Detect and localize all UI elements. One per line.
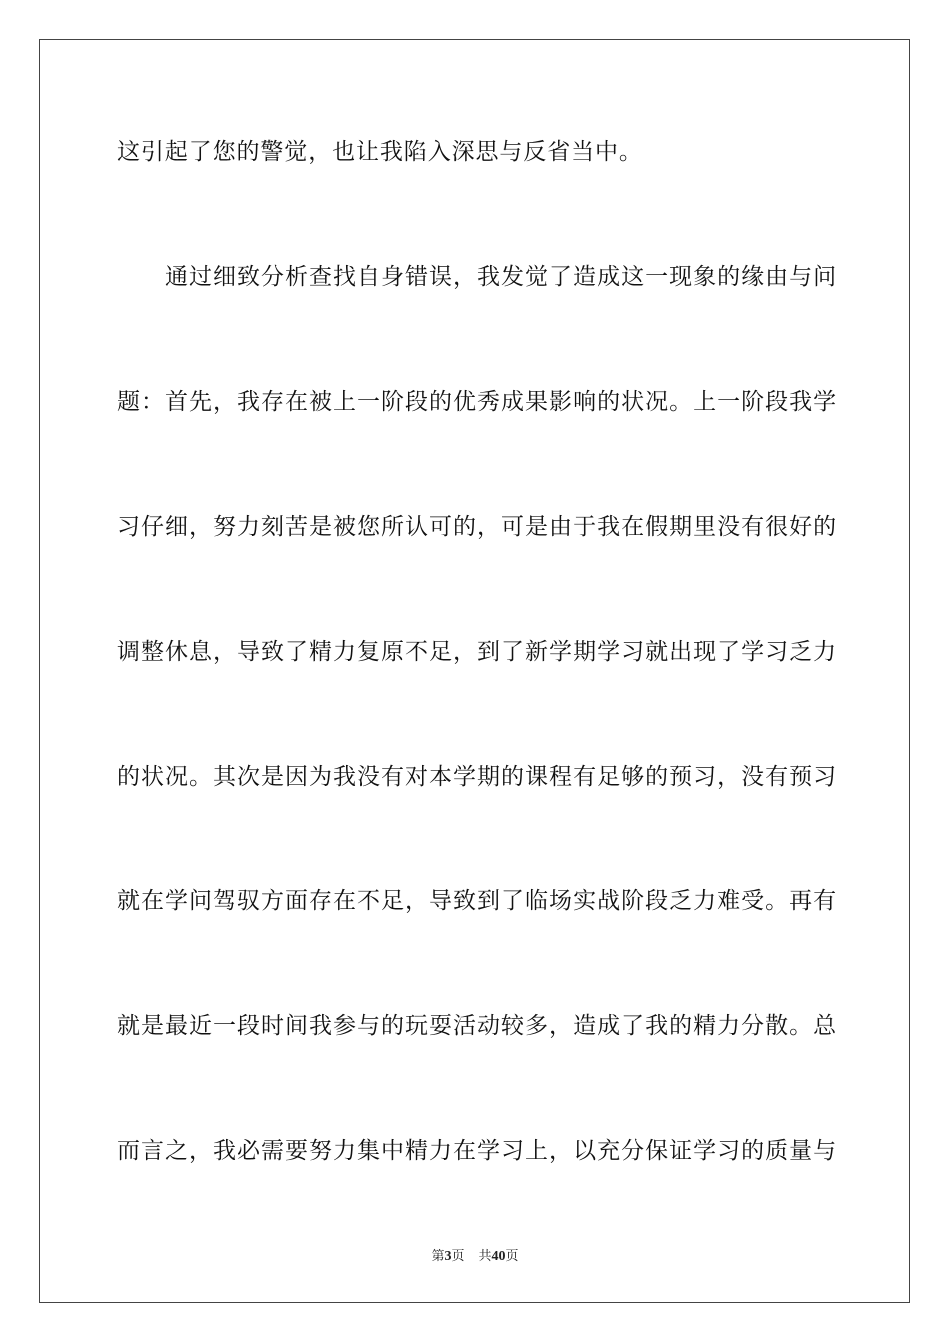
total-suffix: 页 bbox=[505, 1249, 519, 1264]
total-prefix: 共 bbox=[478, 1249, 492, 1264]
page-total: 40 bbox=[491, 1249, 506, 1264]
text-line-5: 调整休息，导致了精力复原不足，到了新学期学习就出现了学习乏力 bbox=[117, 639, 837, 665]
page-footer bbox=[0, 1248, 950, 1266]
text-line-6: 的状况。其次是因为我没有对本学期的课程有足够的预习，没有预习 bbox=[117, 764, 837, 790]
text-line-1: 这引起了您的警觉，也让我陷入深思与反省当中。 bbox=[117, 139, 643, 165]
text-line-4: 习仔细，努力刻苦是被您所认可的，可是由于我在假期里没有很好的 bbox=[117, 514, 837, 540]
text-line-2: 通过细致分析查找自身错误，我发觉了造成这一现象的缘由与问 bbox=[165, 264, 837, 290]
text-line-7: 就在学问驾驭方面存在不足，导致到了临场实战阶段乏力难受。再有 bbox=[117, 888, 837, 914]
page-border bbox=[39, 39, 910, 1303]
text-line-3: 题：首先，我存在被上一阶段的优秀成果影响的状况。上一阶段我学 bbox=[117, 389, 837, 415]
text-line-8: 就是最近一段时间我参与的玩耍活动较多，造成了我的精力分散。总 bbox=[117, 1013, 837, 1039]
page-current: 3 bbox=[444, 1249, 452, 1264]
text-line-9: 而言之，我必需要努力集中精力在学习上，以充分保证学习的质量与 bbox=[117, 1138, 837, 1164]
page-suffix: 页 bbox=[451, 1249, 465, 1264]
page-prefix: 第 bbox=[431, 1249, 445, 1264]
